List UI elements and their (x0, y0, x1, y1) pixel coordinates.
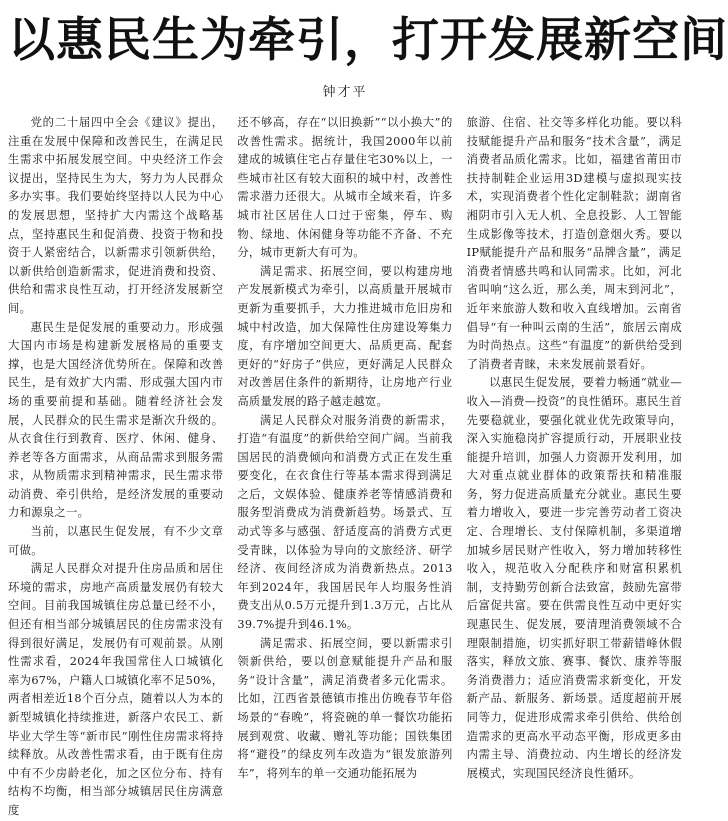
text-column-3 (466, 114, 682, 780)
article-author: 钟才平 (322, 85, 368, 100)
text-column-2 (237, 114, 453, 780)
paragraph: 当前，以惠民生促发展，有不少文章可做。 (8, 525, 224, 557)
paragraph: 惠民生是促发展的重要动力。形成强大国内市场是构建新发展格局的重要支撑，也是大国经济优势所在。保障和改善民生，是有效扩大内需、形成强大国内市场的重要前提和基础。随着经济社会发展，人民群众的民生需求是渐次升级的。从衣食住行到教育、医疗、休闲、健身、养老等各方面需求，从商品需求到服务需求，从物质需求到精神需求，民生需求带动消费、牵引供给，是经济发展的重要动力和源泉之一。 (8, 320, 224, 520)
paragraph: 还不够高，存在“以旧换新”“以小换大”的改善性需求。据统计，我国2000年以前建成的城镇住宅占存量住宅30%以上，一些城市社区有较大面积的城中村，改善性需求潜力还很大。从城市全域来看，许多城市社区居住人口过于密集，停车、购物、绿地、休闲健身等功能不齐备、不充分，城市更新大有可为。 (237, 116, 453, 260)
article-title: 以惠民生为牵引，打开发展新空间 (8, 13, 728, 68)
text-column-1 (8, 114, 224, 817)
paragraph: 满足人民群众对服务消费的新需求，打造“有温度”的新供给空间广阔。当前我国居民的消费倾向和消费方式正在发生重要变化，在衣食住行等基本需求得到满足之后，文娱体验、健康养老等情感消费和服务型消费成为消费新趋势。场景式、互动式等多与感强、舒适度高的消费方式更受青睐，以体验为导向的文旅经济、研学经济、夜间经济成为消费新热点。2013年到2024年，我国居民年人均服务性消费支出从0.5万元提升到1.3万元，占比从39.7%提升到46.1%。 (237, 413, 453, 632)
paragraph: 满足人民群众对提升住房品质和居住环境的需求，房地产高质量发展仍有较大空间。目前我国城镇住房总量已经不小，但还有相当部分城镇居民的住房需求没有得到很好满足，发展仍有可观前景。从刚性需求看，2024年我国常住人口城镇化率为67%，户籍人口城镇化率不足50%，两者相差近18个百分点，随着以人为本的新型城镇化持续推进，新落户农民工、新毕业大学生等“新市民”刚性住房需求将持续释放。从改善性需求看，由于既有住房中有不少房龄老化，加之区位分布、持有结构不均衡，相当部分城镇居民住房满意度 (8, 562, 224, 817)
article-body (8, 114, 682, 817)
paragraph: 以惠民生促发展，要着力畅通“就业—收入—消费—投资”的良性循环。惠民生首先要稳就业，要强化就业优先政策导向，深入实施稳岗扩容提质行动，开展职业技能提升培训，加强人力资源开发利用，加大对重点就业群体的政策帮扶和精准服务，努力促进高质量充分就业。惠民生要着力增收入，要进一步完善劳动者工资决定、合理增长、支付保障机制，多渠道增加城乡居民财产性收入，努力增加转移性收入，规范收入分配秩序和财富积累机制，支持勤劳创新合法致富，鼓励先富带后富促共富。要在供需良性互动中更好实现惠民生、促发展，要清理消费领域不合理限制措施，切实抓好职工带薪错峰休假落实，释放文旅、赛事、餐饮、康养等服务消费潜力；适应消费需求新变化，开发新产品、新服务、新场景。适度超前开展同等力，促进形成需求牵引供给、供给创造需求的更高水平动态平衡，形成更多由内需主导、消费拉动、内生增长的经济发展模式，实现国民经济良性循环。 (466, 376, 682, 780)
paragraph: 满足需求、拓展空间，要以新需求引领新供给，要以创意赋能提升产品和服务“设计含量”，满足消费者多元化需求。比如，江西省景德镇市推出仿晚春节年俗场景的“春晚”，将瓷碗的单一餐饮功能拓展到观赏、收藏、赠礼等功能；国铁集团将“避役”的绿皮列车改造为“银发旅游列车”，将列车的单一交通功能拓展为 (237, 636, 453, 780)
paragraph: 旅游、住宿、社交等多样化功能。要以科技赋能提升产品和服务“技术含量”，满足消费者品质化需求。比如，福建省莆田市扶持制鞋企业运用3D建模与虚拟现实技术，实现消费者个性化定制鞋款；湖南省湘阴市引入无人机、全息投影、人工智能生成影像等技术，打造创意烟火秀。要以IP赋能提升产品和服务“品牌含量”，满足消费者情感共鸣和认同需求。比如，河北省叫响“这么近，那么美，周末到河北”，近年来旅游人数和收入直线增加。云南省倡导“有一种叫云南的生活”，旅居云南成为时尚热点。这些“有温度”的新供给受到了消费者青睐，未来发展前景看好。 (466, 116, 682, 371)
paragraph: 满足需求、拓展空间，要以构建房地产发展新模式为牵引，以高质量开展城市更新为重要抓手，大力推进城市危旧房和城中村改造，加大保障性住房建设筹集力度，有序增加空间更大、品质更高、配套更好的“好房子”供应，更好满足人民群众对改善居住条件的新期待，让房地产行业高质量发展的路子越走越宽。 (237, 264, 453, 408)
paragraph: 党的二十届四中全会《建议》提出，注重在发展中保障和改善民生，在满足民生需求中拓展发展空间。中央经济工作会议提出，坚持民生为大，努力为人民群众多办实事。我们要始终坚持以人民为中心的发展思想，坚持扩大内需这个战略基点，坚持惠民生和促消费、投资于物和投资于人紧密结合，以新需求引领新供给，以新供给创造新需求，促进消费和投资、供给和需求良性互动，打开经济发展新空间。 (8, 116, 224, 315)
